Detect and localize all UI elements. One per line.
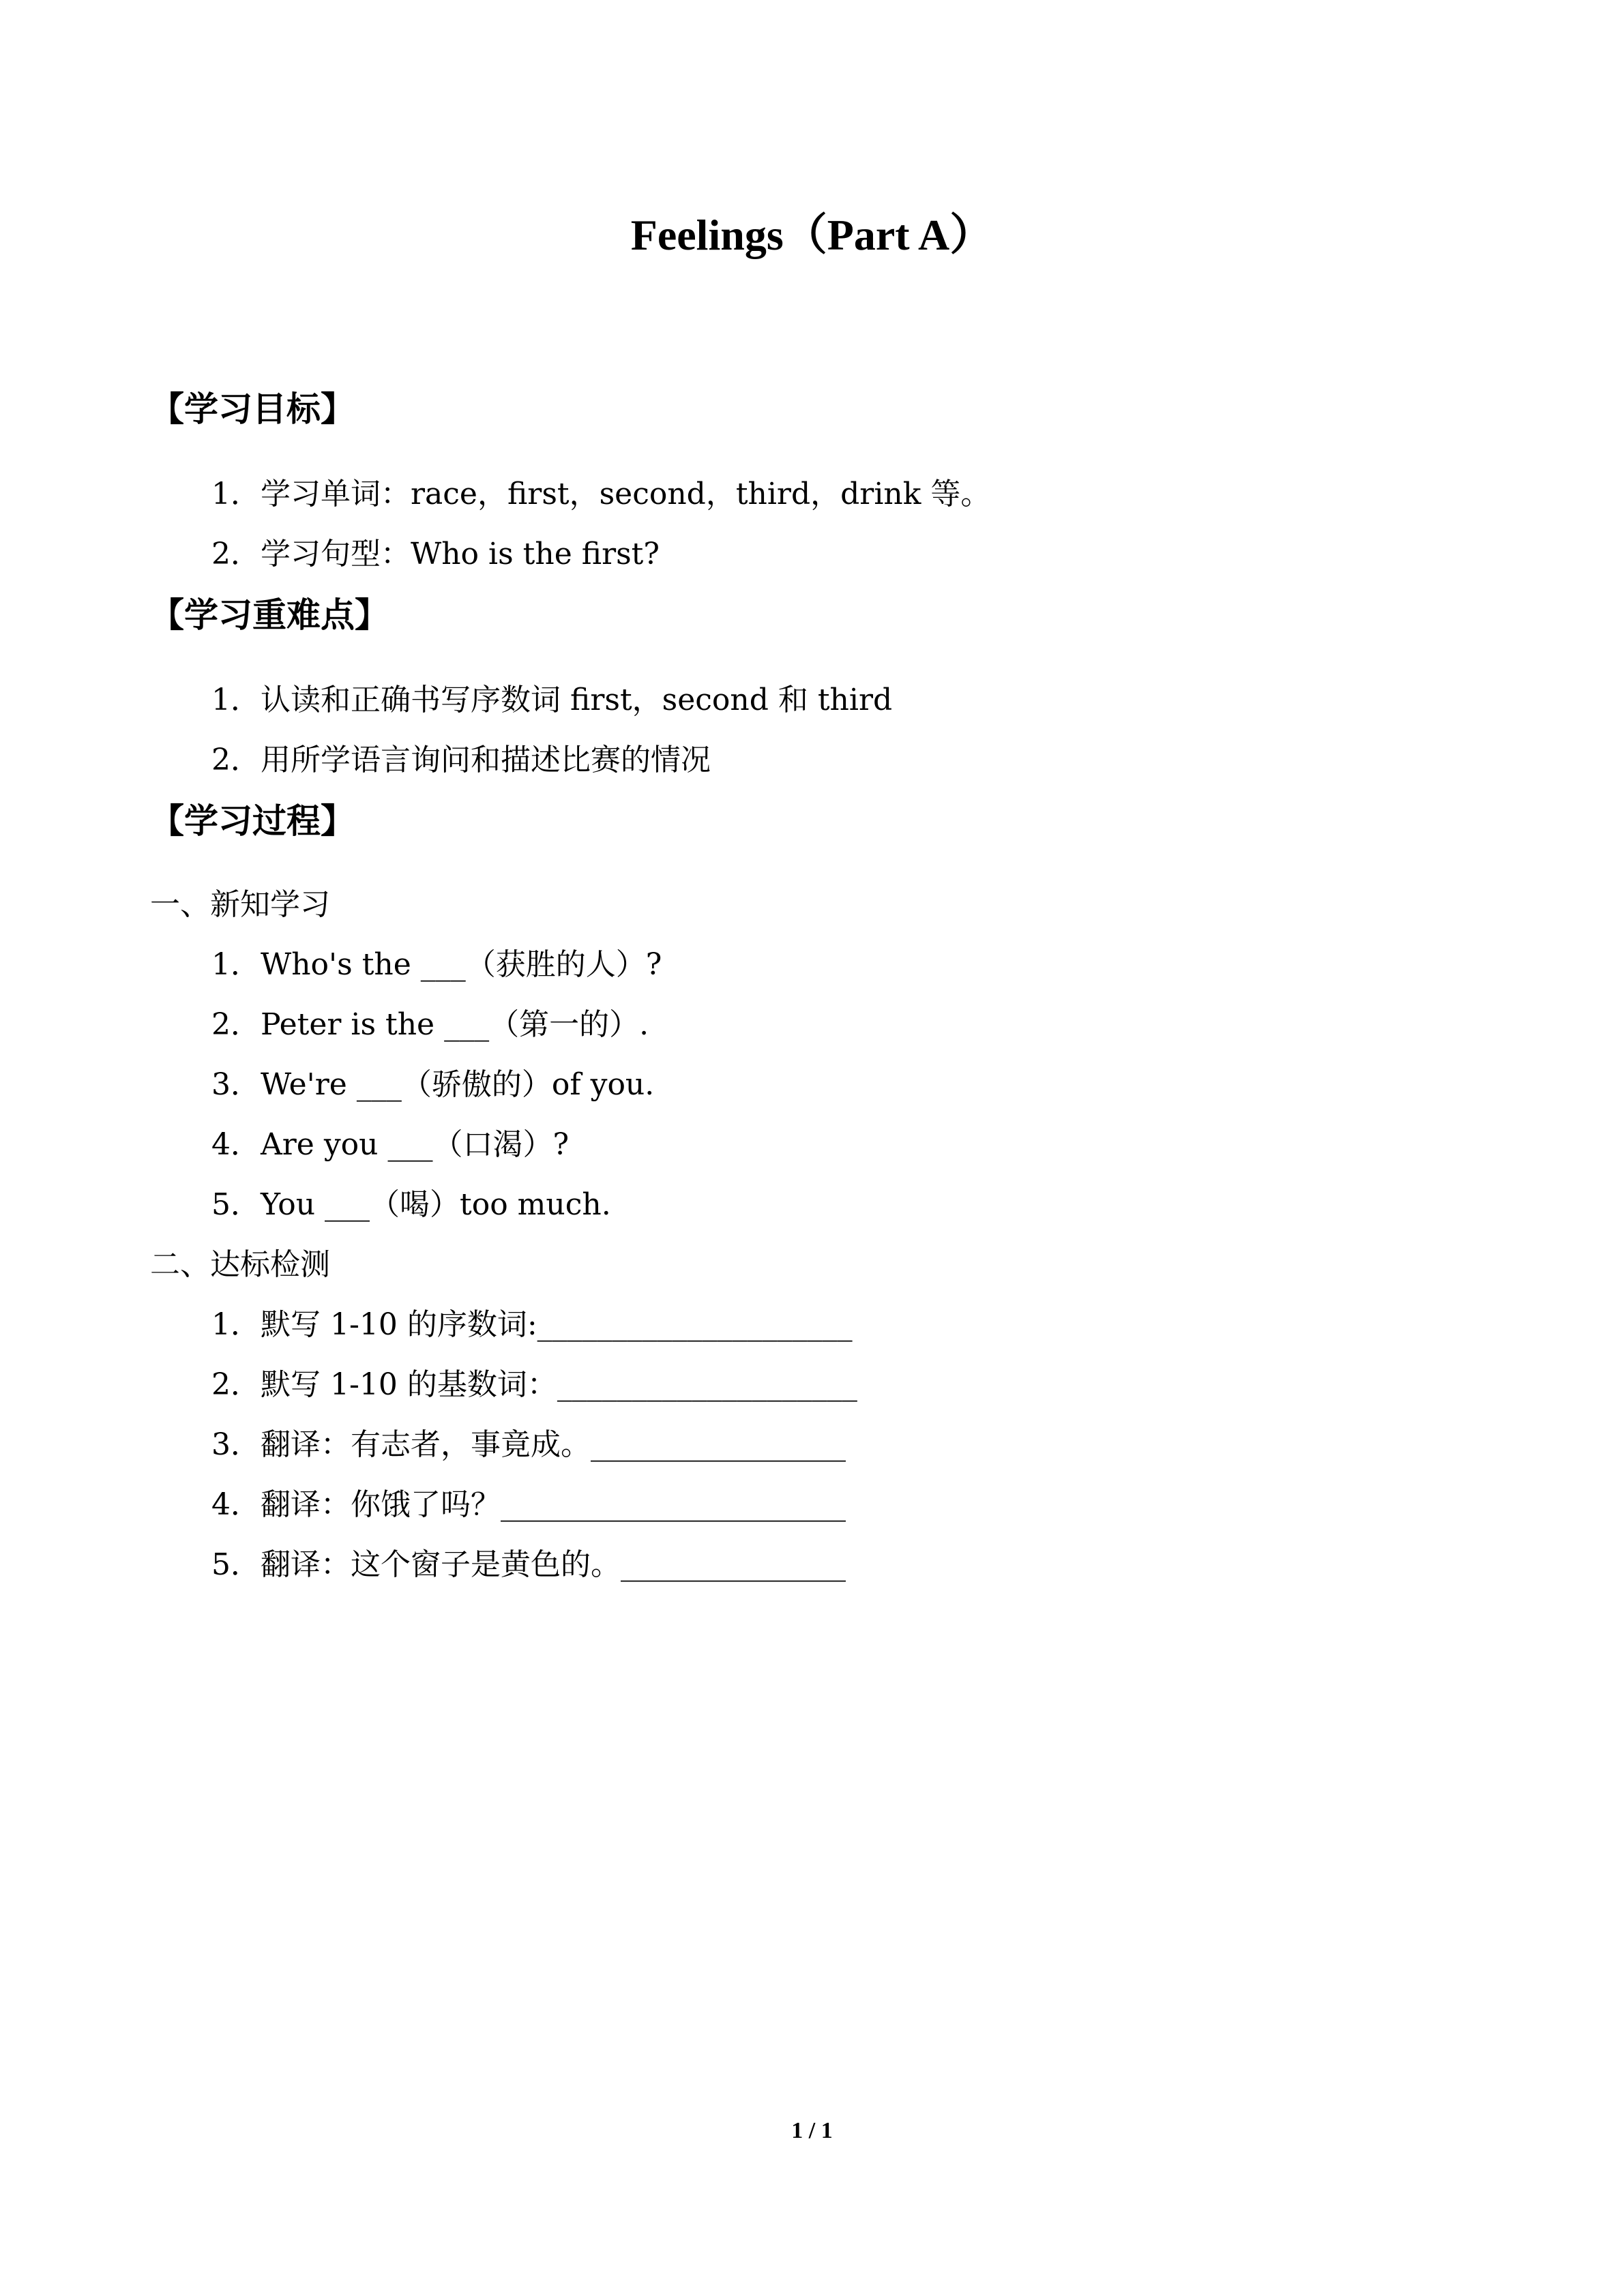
part1-item-4: 4．Are you ___（口渴）? [211, 1127, 570, 1162]
page-title: Feelings（Part A） [630, 211, 994, 259]
part1-item-1: 1．Who's the ___（获胜的人）? [211, 947, 662, 982]
page-number: 1 / 1 [791, 2118, 833, 2143]
part2-item-1: 1．默写 1-10 的序数词:_____________________ [211, 1307, 853, 1342]
heading-objectives: 【学习目标】 [150, 389, 355, 429]
key-point-item-1: 1．认读和正确书写序数词 first，second 和 third [211, 683, 893, 717]
key-point-item-2: 2．用所学语言询问和描述比赛的情况 [211, 743, 711, 777]
part2-item-2: 2．默写 1-10 的基数词：____________________ [211, 1367, 857, 1402]
part1-label: 一、新知学习 [150, 887, 330, 922]
part1-item-2: 2．Peter is the ___（第一的）. [211, 1007, 649, 1042]
part2-item-5: 5．翻译：这个窗子是黄色的。_______________ [211, 1547, 846, 1582]
part2-item-4: 4．翻译：你饿了吗？_______________________ [211, 1487, 846, 1522]
part1-item-3: 3．We're ___（骄傲的）of you. [211, 1067, 655, 1102]
objective-item-1: 1．学习单词：race，first，second，third，drink 等。 [211, 477, 991, 511]
part1-item-5: 5．You ___（喝）too much. [211, 1187, 611, 1222]
heading-key-points: 【学习重难点】 [150, 595, 389, 635]
heading-process: 【学习过程】 [150, 801, 355, 841]
objective-item-2: 2．学习句型：Who is the first? [211, 537, 660, 571]
part2-label: 二、达标检测 [150, 1247, 330, 1282]
part2-item-3: 3．翻译：有志者，事竟成。_________________ [211, 1427, 846, 1462]
